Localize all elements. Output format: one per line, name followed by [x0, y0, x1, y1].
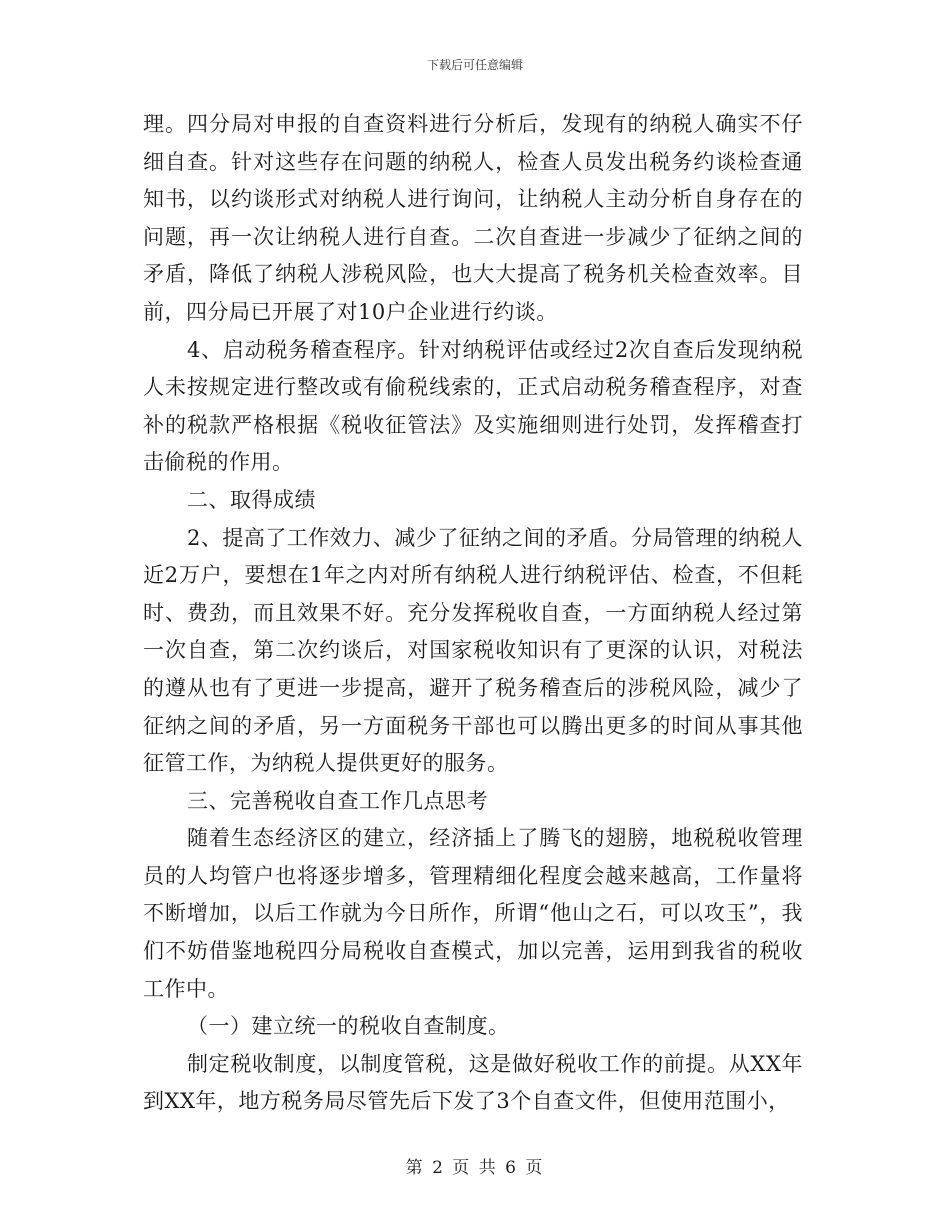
paragraph: 随着生态经济区的建立，经济插上了腾飞的翅膀，地税税收管理员的人均管户也将逐步增多，管理精细化程度会越来越高，工作量将不断增加，以后工作就为今日所作，所谓“他山之石，可以攻玉”，我们不妨借鉴地税四分局税收自查模式，加以完善，运用到我省的税收工作中。 [143, 826, 803, 1001]
page-number: 第 2 页 共 6 页 [405, 1158, 545, 1178]
subsection-heading: （一）建立统一的税收自查制度。 [187, 1014, 510, 1039]
section-heading: 三、完善税收自查工作几点思考 [187, 788, 488, 813]
paragraph: 制定税收制度，以制度管税，这是做好税收工作的前提。从XX年到XX年，地方税务局尽管先后下发了3个自查文件，但使用范围小， [143, 1051, 803, 1114]
paragraph: 4、启动税务稽查程序。针对纳税评估或经过2次自查后发现纳税人未按规定进行整改或有偷税线索的，正式启动税务稽查程序，对查补的税款严格根据《税收征管法》及实施细则进行处罚，发挥稽查打击偷税的作用。 [143, 337, 803, 475]
paragraph: 理。四分局对申报的自查资料进行分析后，发现有的纳税人确实不仔细自查。针对这些存在问题的纳税人，检查人员发出税务约谈检查通知书，以约谈形式对纳税人进行询问，让纳税人主动分析自身存在的问题，再一次让纳税人进行自查。二次自查进一步减少了征纳之间的矛盾，降低了纳税人涉税风险，也大大提高了税务机关检查效率。目前，四分局已开展了对10户企业进行约谈。 [143, 112, 803, 324]
page-header: 下载后可任意编辑 [426, 58, 523, 72]
paragraph: 2、提高了工作效力、减少了征纳之间的矛盾。分局管理的纳税人近2万户，要想在1年之内对所有纳税人进行纳税评估、检查，不但耗时、费劲，而且效果不好。充分发挥税收自查，一方面纳税人经过第一次自查，第二次约谈后，对国家税收知识有了更深的认识，对税法的遵从也有了更进一步提高，避开了税务稽查后的涉税风险，减少了征纳之间的矛盾，另一方面税务干部也可以腾出更多的时间从事其他征管工作，为纳税人提供更好的服务。 [143, 525, 803, 776]
document-body [143, 106, 803, 1121]
section-heading: 二、取得成绩 [187, 487, 316, 512]
